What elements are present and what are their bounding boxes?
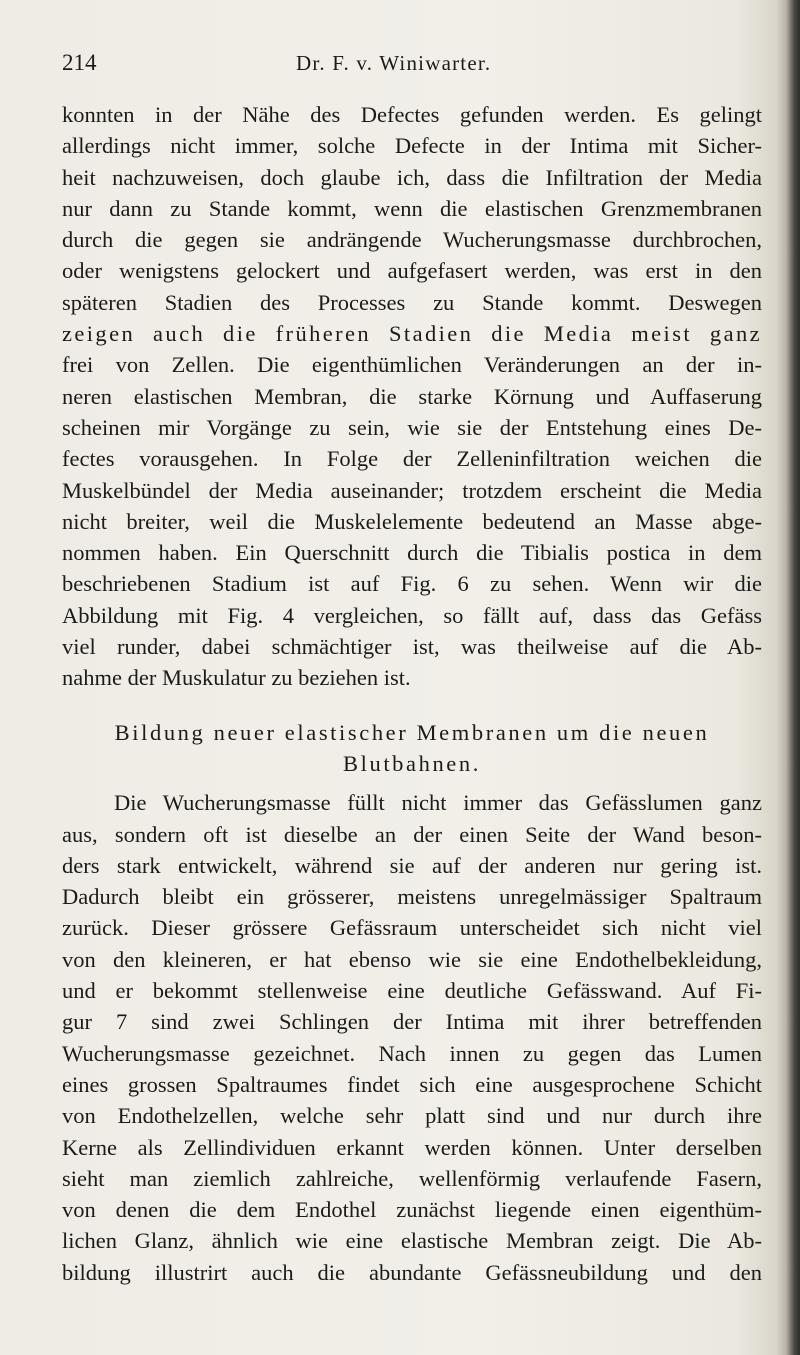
text-line: späteren Stadien des Processes zu Stande kommt. Deswegen: [62, 289, 762, 315]
text-line: heit nachzuweisen, doch glaube ich, dass die Infiltration der Media: [62, 164, 762, 190]
paragraph-1: [62, 99, 762, 694]
text-line: scheinen mir Vorgänge zu sein, wie sie der Entstehung eines De-: [62, 414, 762, 440]
text-line: beschriebenen Stadium ist auf Fig. 6 zu sehen. Wenn wir die: [62, 571, 762, 597]
text-line: von den kleineren, er hat ebenso wie sie eine Endothelbekleidung,: [62, 946, 762, 972]
text-line: nur dann zu Stande kommt, wenn die elastischen Grenzmembranen: [62, 195, 762, 221]
text-line: Abbildung mit Fig. 4 vergleichen, so fällt auf, dass das Gefäss: [62, 602, 762, 628]
page-body: [62, 99, 762, 1288]
text-line: aus, sondern oft ist dieselbe an der einen Seite der Wand beson-: [62, 821, 762, 847]
text-line: Die Wucherungsmasse füllt nicht immer das Gefässlumen ganz: [114, 790, 762, 816]
text-line: und er bekommt stellenweise eine deutliche Gefässwand. Auf Fi-: [62, 978, 762, 1004]
text-line: lichen Glanz, ähnlich wie eine elastische Membran zeigt. Die Ab-: [62, 1228, 762, 1254]
text-line: neren elastischen Membran, die starke Körnung und Auffaserung: [62, 383, 762, 409]
page-binding-edge: [786, 0, 800, 1355]
text-line: durch die gegen sie andrängende Wucherungsmasse durchbrochen,: [62, 227, 762, 253]
text-line: Dadurch bleibt ein grösserer, meistens unregelmässiger Spaltraum: [62, 884, 762, 910]
text-line: zeigen auch die früheren Stadien die Media meist ganz: [62, 321, 762, 347]
section-heading: [62, 717, 762, 780]
text-line: frei von Zellen. Die eigenthümlichen Veränderungen an der in-: [62, 352, 762, 378]
text-line: sieht man ziemlich zahlreiche, wellenförmig verlaufende Fasern,: [62, 1165, 762, 1191]
text-line: eines grossen Spaltraumes findet sich eine ausgesprochene Schicht: [62, 1071, 762, 1097]
section-heading-line-2: Blutbahnen.: [343, 750, 481, 776]
text-line: gur 7 sind zwei Schlingen der Intima mit ihrer betreffenden: [62, 1009, 762, 1035]
text-line: bildung illustrirt auch die abundante Gefässneubildung und den: [62, 1259, 762, 1285]
text-line: zurück. Dieser grössere Gefässraum unterscheidet sich nicht viel: [62, 915, 762, 941]
text-line: ders stark entwickelt, während sie auf der anderen nur gering ist.: [62, 852, 762, 878]
text-line: konnten in der Nähe des Defectes gefunden werden. Es gelingt: [62, 102, 762, 127]
running-head: Dr. F. v. Winiwarter.: [296, 51, 492, 75]
text-line: Kerne als Zellindividuen erkannt werden können. Unter derselben: [62, 1134, 762, 1160]
text-line: oder wenigstens gelockert und aufgefasert werden, was erst in den: [62, 258, 762, 284]
text-line: nommen haben. Ein Querschnitt durch die Tibialis postica in dem: [62, 540, 762, 566]
section-heading-line-1: Bildung neuer elastischer Membranen um die neuen: [114, 719, 710, 745]
text-line: viel runder, dabei schmächtiger ist, was theilweise auf die Ab-: [62, 634, 762, 660]
page-header: [0, 46, 800, 80]
paragraph-2: [62, 787, 762, 1288]
text-line: Muskelbündel der Media auseinander; trotzdem erscheint die Media: [62, 477, 762, 503]
page-number: 214: [62, 50, 97, 75]
text-line: fectes vorausgehen. In Folge der Zelleninfiltration weichen die: [62, 446, 762, 472]
text-line: von Endothelzellen, welche sehr platt sind und nur durch ihre: [62, 1103, 762, 1129]
text-line: nahme der Muskulatur zu beziehen ist.: [62, 665, 411, 691]
text-line: von denen die dem Endothel zunächst liegende einen eigenthüm-: [62, 1197, 762, 1223]
text-line: Wucherungsmasse gezeichnet. Nach innen zu gegen das Lumen: [62, 1040, 762, 1066]
text-line: allerdings nicht immer, solche Defecte in der Intima mit Sicher-: [62, 133, 762, 159]
text-line: nicht breiter, weil die Muskelelemente bedeutend an Masse abge-: [62, 508, 762, 534]
